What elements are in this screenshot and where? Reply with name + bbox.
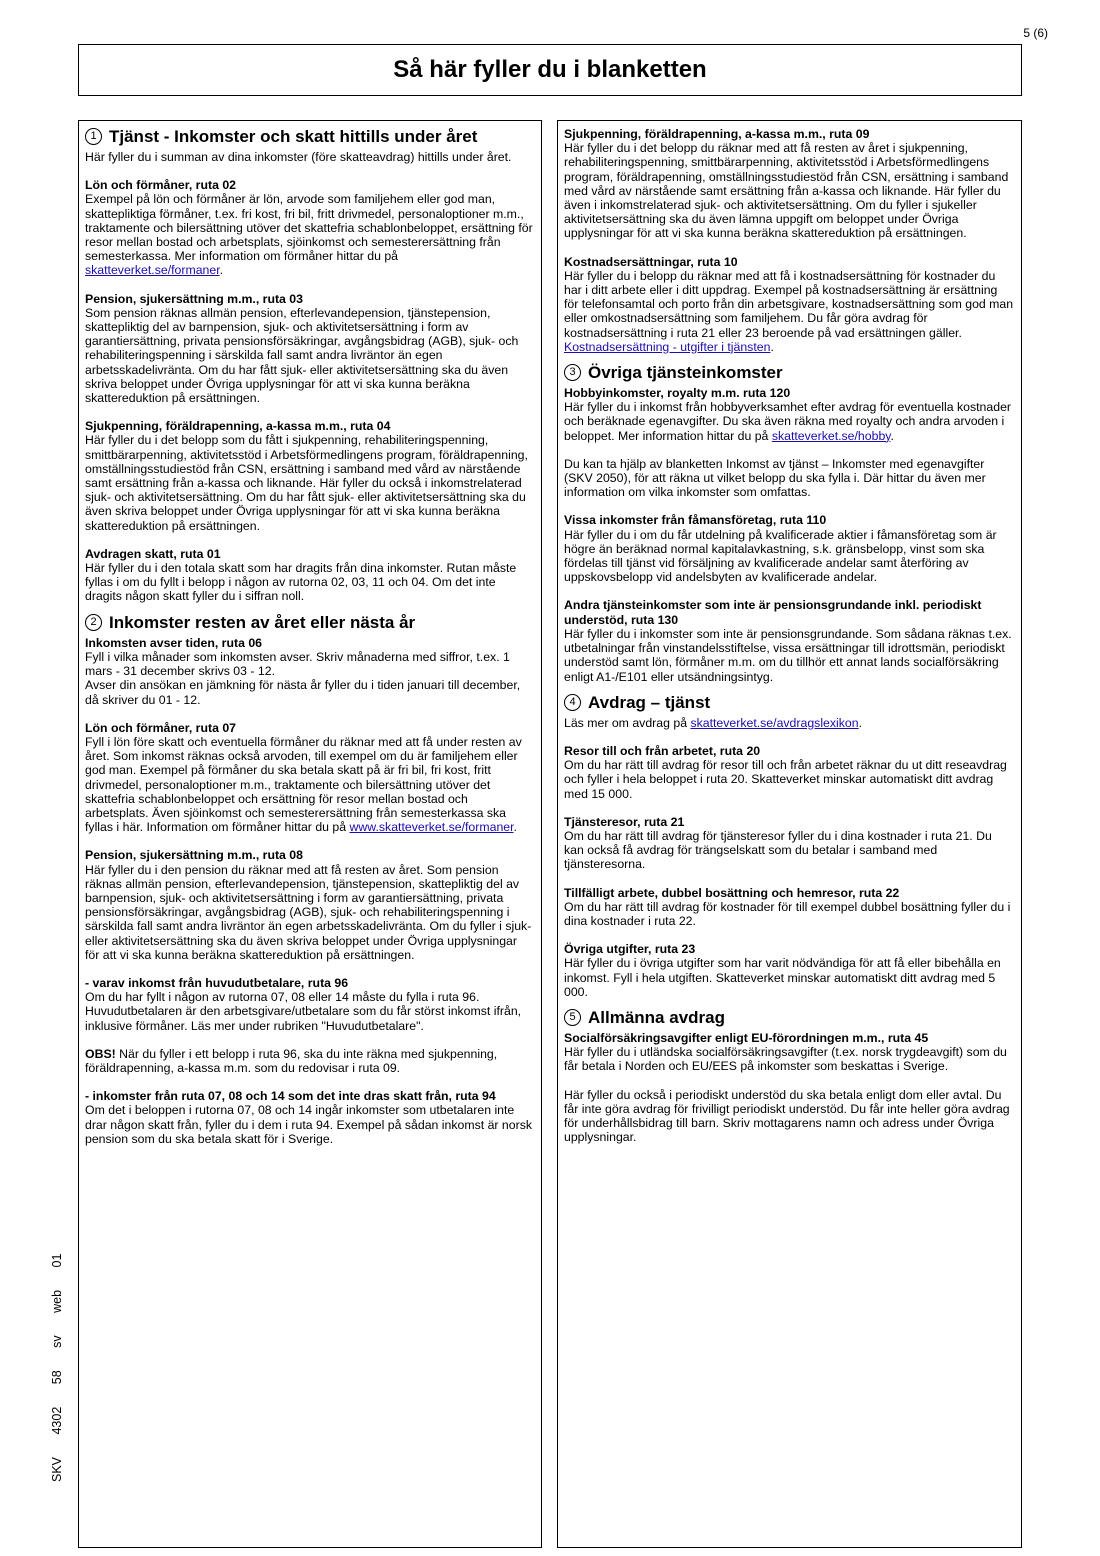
block-title: Resor till och från arbetet, ruta 20 — [564, 743, 761, 758]
section-intro: Läs mer om avdrag på skatteverket.se/avdragslexikon. — [564, 715, 863, 730]
block-ruta-21 — [564, 815, 1014, 872]
form-code: SKV 4302 58 sv web 01 — [50, 1253, 64, 1482]
section-number-badge: 1 — [85, 128, 102, 145]
section-intro: Här fyller du i summan av dina inkomster (före skatteavdrag) hittills under året. — [85, 150, 512, 164]
block-ruta-06 — [85, 636, 534, 707]
block-text: Här fyller du i belopp du räknar med att få i kostnadsersättning för kostnader du har i ditt arbete eller i ditt uppdrag. Exempel på kostnadsersättning är ersättning för telefonsamtal och porto från din arbetsgivare, kostnadsersättning som god man eller omkostnadsersättning som familjehem. Du får göra avdrag för kostnadsersättning i ruta 21 eller 23 beroende på vad ersättningen gäller. — [564, 268, 1014, 340]
title-box — [78, 44, 1022, 96]
page-number: 5 (6) — [1023, 26, 1048, 40]
kostnadsersattning-link[interactable]: Kostnadsersättning - utgifter i tjänsten — [564, 339, 771, 354]
block-text: Om du har rätt till avdrag för kostnader för till exempel dubbel bosättning fyller du i dina kostnader i ruta 22. — [564, 899, 1011, 928]
block-ruta-02 — [85, 178, 534, 277]
section-title: Allmänna avdrag — [588, 1007, 725, 1027]
section-heading-1 — [85, 127, 534, 146]
periodiskt-understod-text: Här fyller du också i periodiskt understöd du ska betala enligt dom eller avtal. Du får inte göra avdrag för frivilligt periodiskt understöd. Du får inte heller göra avdrag för underhållsbidrag till barn. Skriv mottagarens namn och adress under Övriga upplysningar. — [564, 1087, 1010, 1145]
block-ruta-09 — [564, 127, 1014, 241]
block-title: Tjänsteresor, ruta 21 — [564, 814, 685, 829]
block-text: Här fyller du i om du får utdelning på kvalificerade aktier i fåmansföretag som är högre än beräknad normal kapitalavkastning, s.k. gränsbelopp, vinst som ska fördelas till tjänst vid försäljning av kvalificerade andelar samt återföring av uppskovsbelopp vid andelsbyten av kvalificerade andelar. — [564, 527, 997, 585]
block-ruta-120 — [564, 386, 1014, 443]
block-ruta-10 — [564, 255, 1014, 354]
block-ruta-20 — [564, 744, 1014, 801]
section-number-badge: 4 — [564, 694, 581, 711]
section-number-badge: 5 — [564, 1009, 581, 1026]
block-text: Som pension räknas allmän pension, efterlevandepension, tjänstepension, skattepliktig del av barnpension, sjuk- och aktivitetsersättning i form av garantiersättning, privata pensionsförsäkringar, avgångsbidrag (AGB), sjuk- och rehabiliteringspenning i särskilda fall samt andra livräntor än egen arbetsskadelivränta. Om du har fått sjuk- eller aktivitetsersättning ska du även skriva beloppet under Övriga upplysningar för att vi ska kunna beräkna skattereduktion på ersättningen. — [85, 305, 519, 406]
right-column — [557, 120, 1022, 1548]
block-title: Pension, sjukersättning m.m., ruta 03 — [85, 291, 303, 306]
block-title: Avdragen skatt, ruta 01 — [85, 546, 221, 561]
page-title: Så här fyller du i blanketten — [393, 56, 707, 83]
block-title: - varav inkomst från huvudutbetalare, ruta 96 — [85, 975, 349, 990]
block-text: Här fyller du i den totala skatt som har dragits från dina inkomster. Rutan måste fyllas i om du fyllt i belopp i någon av rutorna 02, 03, 11 och 04. Om det inte dragits någon skatt fyller du i siffran noll. — [85, 561, 517, 604]
block-title: Hobbyinkomster, royalty m.m. ruta 120 — [564, 386, 791, 401]
block-ruta-94 — [85, 1089, 534, 1146]
block-obs — [85, 1047, 534, 1075]
block-ruta-22 — [564, 886, 1014, 929]
block-title: Övriga utgifter, ruta 23 — [564, 942, 696, 957]
block-text: Om du har rätt till avdrag för tjänsteresor fyller du i dina kostnader i ruta 21. Du kan också få avdrag för trängselskatt som du betalar i samband med tjänsteresorna. — [564, 828, 992, 872]
block-text: Om du har rätt till avdrag för resor till och från arbetet räknar du ut ditt reseavdrag och fyller i hela beloppet i ruta 20. Skatteverket minskar automatiskt ditt avdrag med 15 000. — [564, 758, 1007, 801]
obs-label: OBS! — [85, 1046, 116, 1061]
section-heading-5 — [564, 1008, 1014, 1027]
formaner-link[interactable]: skatteverket.se/formaner — [85, 263, 220, 278]
block-title: Lön och förmåner, ruta 07 — [85, 720, 237, 735]
skv2050-text: Du kan ta hjälp av blanketten Inkomst av tjänst – Inkomster med egenavgifter (SKV 2050), för att räkna ut vilket belopp du ska fylla i. Där hittar du även mer information om vilka inkomster som omfattas. — [564, 456, 986, 500]
block-text: Här fyller du i det belopp du räknar med att få resten av året i sjukpenning, rehabiliteringspenning, smittbärarpenning, aktivitetsstöd i Arbetsförmedlingens program, föräldrapenning, omställningsstudiestöd från CSN, ersättning i samband med vård av närstående samt ersättning från a-kassa och liknande. Här fyller du även i inkomstrelaterad sjuk- och aktivitetsersättning. Om du fyller i sjukeller aktivitetsersättning ska du även lämna uppgift om beloppet under Övriga upplysningar för att vi ska kunna beräkna skattereduktion på ersättningen. — [564, 141, 1009, 241]
section-title: Avdrag – tjänst — [588, 692, 711, 712]
block-ruta-23 — [564, 942, 1014, 999]
block-ruta-96 — [85, 976, 534, 1033]
block-title: Lön och förmåner, ruta 02 — [85, 178, 237, 193]
block-ruta-45 — [564, 1031, 1014, 1074]
section-heading-3 — [564, 363, 1014, 382]
section-number-badge: 3 — [564, 364, 581, 381]
block-ruta-03 — [85, 292, 534, 406]
section-title: Övriga tjänsteinkomster — [588, 363, 783, 383]
block-title: Inkomsten avser tiden, ruta 06 — [85, 635, 263, 650]
avdragslexikon-link[interactable]: skatteverket.se/avdragslexikon — [690, 715, 859, 730]
block-text: Fyll i vilka månader som inkomsten avser. Skriv månaderna med siffror, t.ex. 1 mars - 31 december skrivs 03 - 12. — [85, 649, 510, 679]
block-title: Socialförsäkringsavgifter enligt EU-förordningen m.m., ruta 45 — [564, 1030, 929, 1045]
block-text: Om du har fyllt i någon av rutorna 07, 08 eller 14 måste du fylla i ruta 96. Huvudutbetalaren är den arbetsgivare/utbetalare som du får störst inkomst ifrån, inklusive förmåner. Läs mer under rubriken "Huvudutbetalare". — [85, 990, 522, 1033]
block-title: Kostnadsersättningar, ruta 10 — [564, 254, 738, 269]
block-text: Exempel på lön och förmåner är lön, arvode som familjehem eller god man, skattepliktiga förmåner, t.ex. fri kost, fri bil, fritt drivmedel, personaloptioner m.m., traktamente och bilersättning utöver det skattefria schablonbeloppet, ersättning för resor mellan bostad och arbetsplats, sjöinkomst och semesterersättning från semesterkassa. Mer information om förmåner hittar du på skatteverket.se/formaner. — [85, 192, 533, 278]
block-text-2: Avser din ansökan en jämkning för nästa år fyller du i tiden januari till december, då skriver du 01 - 12. — [85, 678, 521, 707]
section-number-badge: 2 — [85, 614, 102, 631]
block-ruta-130 — [564, 598, 1014, 683]
block-text: Fyll i lön före skatt och eventuella förmåner du räknar med att få under resten av året. Som inkomst räknas också arvoden, till exempel om du är familjehem eller god man. Exempel på förmåner du ska betala skatt på är fri bil, fri kost, fritt drivmedel, personaloptioner m.m., traktamente och bilersättning utöver det skattefria schablonbeloppet och ersättning för resor mellan bostad och arbetsplats. Även sjöinkomst och semesterersättning från semesterkassa ska fyllas i här. Information om förmåner hittar du på www.skatteverket.se/formaner. — [85, 734, 522, 835]
block-text: Här fyller du i övriga utgifter som har varit nödvändiga för att få eller bibehålla en inkomst. Fyll i hela utgiften. Skatteverket minskar automatiskt ditt avdrag med 5 000. — [564, 956, 1001, 999]
block-ruta-110 — [564, 513, 1014, 584]
block-text: OBS! När du fyller i ett belopp i ruta 96, ska du inte räkna med sjukpenning, föräldrapenning, a-kassa m.m. som du redovisar i ruta 09. — [85, 1046, 498, 1075]
block-ruta-04 — [85, 419, 534, 533]
block-title: Sjukpenning, föräldrapenning, a-kassa m.m., ruta 09 — [564, 127, 870, 141]
block-ruta-08 — [85, 848, 534, 962]
formaner-www-link[interactable]: www.skatteverket.se/formaner — [349, 820, 514, 835]
block-text: Här fyller du i den pension du räknar med att få resten av året. Som pension räknas allmän pension, efterlevandepension, tjänstepension, skattepliktig del av barnpension, sjuk- och aktivitetsersättning i form av garantiersättning, privata pensionsförsäkringar, avgångsbidrag (AGB), sjuk- och rehabiliteringspenning i särskilda fall samt andra livräntor än egen arbetsskadelivränta. Om du fyller i sjuk- eller aktivitetsersättning ska du även skriva beloppet under Övriga upplysningar för att vi ska kunna beräkna skattereduktion på ersättningen. — [85, 862, 532, 962]
block-link-line: Kostnadsersättning - utgifter i tjänsten. — [564, 339, 774, 354]
block-title: Pension, sjukersättning m.m., ruta 08 — [85, 848, 303, 863]
left-column — [78, 120, 542, 1548]
section-title: Tjänst - Inkomster och skatt hittills under året — [109, 127, 478, 146]
block-text: Här fyller du i inkomst från hobbyverksamhet efter avdrag för eventuella kostnader och beräknade egenavgifter. Du ska även räkna med royalty och andra arvoden i beloppet. Mer information hittar du på skatteverket.se/hobby. — [564, 400, 1012, 443]
section-heading-4 — [564, 693, 1014, 712]
block-text: Här fyller du i utländska socialförsäkringsavgifter (t.ex. norsk trygdeavgift) som du får betala i Norden och EU/EES på inkomster som beskattas i Sverige. — [564, 1045, 1007, 1074]
block-text: Här fyller du i det belopp som du fått i sjukpenning, rehabiliteringspenning, smittbärarpenning, aktivitetsstöd i Arbetsförmedlingens program, föräldrapenning, omställningsstudiestöd från CSN, ersättning i samband med vård av närstående samt ersättning från a-kassa och liknande. Här fyller du också i inkomstrelaterad sjuk- och aktivitetsersättning. Om du har fått sjuk- eller aktivitetsersättning ska du även skriva beloppet under Övriga upplysningar för att vi ska kunna beräkna skattereduktion på ersättningen. — [85, 433, 528, 533]
block-ruta-07 — [85, 721, 534, 835]
section-heading-2 — [85, 613, 534, 632]
block-title: Andra tjänsteinkomster som inte är pensionsgrundande inkl. periodiskt understöd, ruta 130 — [564, 598, 982, 627]
block-title: - inkomster från ruta 07, 08 och 14 som det inte dras skatt från, ruta 94 — [85, 1089, 496, 1104]
block-text: Om det i beloppen i rutorna 07, 08 och 14 ingår inkomster som utbetalaren inte drar någon skatt från, fyller du i dem i ruta 94. Exempel på sådan inkomst är norsk pension som du ska betala skatt för i Sverige. — [85, 1103, 533, 1146]
block-ruta-01 — [85, 547, 534, 604]
section-title: Inkomster resten av året eller nästa år — [109, 612, 416, 632]
block-title: Sjukpenning, föräldrapenning, a-kassa m.m., ruta 04 — [85, 419, 391, 434]
block-title: Tillfälligt arbete, dubbel bosättning och hemresor, ruta 22 — [564, 885, 900, 900]
block-title: Vissa inkomster från fåmansföretag, ruta 110 — [564, 513, 827, 528]
block-text: Här fyller du i inkomster som inte är pensionsgrundande. Som sådana räknas t.ex. utbetalningar från vinstandelsstiftelse, vissa ersättningar till idrottsmän, periodiskt understöd samt lön, förmåner m.m. om du tillhör ett annat lands socialförsäkring enligt A1-/E101 eller utsändningsintyg. — [564, 626, 1012, 684]
hobby-link[interactable]: skatteverket.se/hobby — [771, 428, 891, 443]
